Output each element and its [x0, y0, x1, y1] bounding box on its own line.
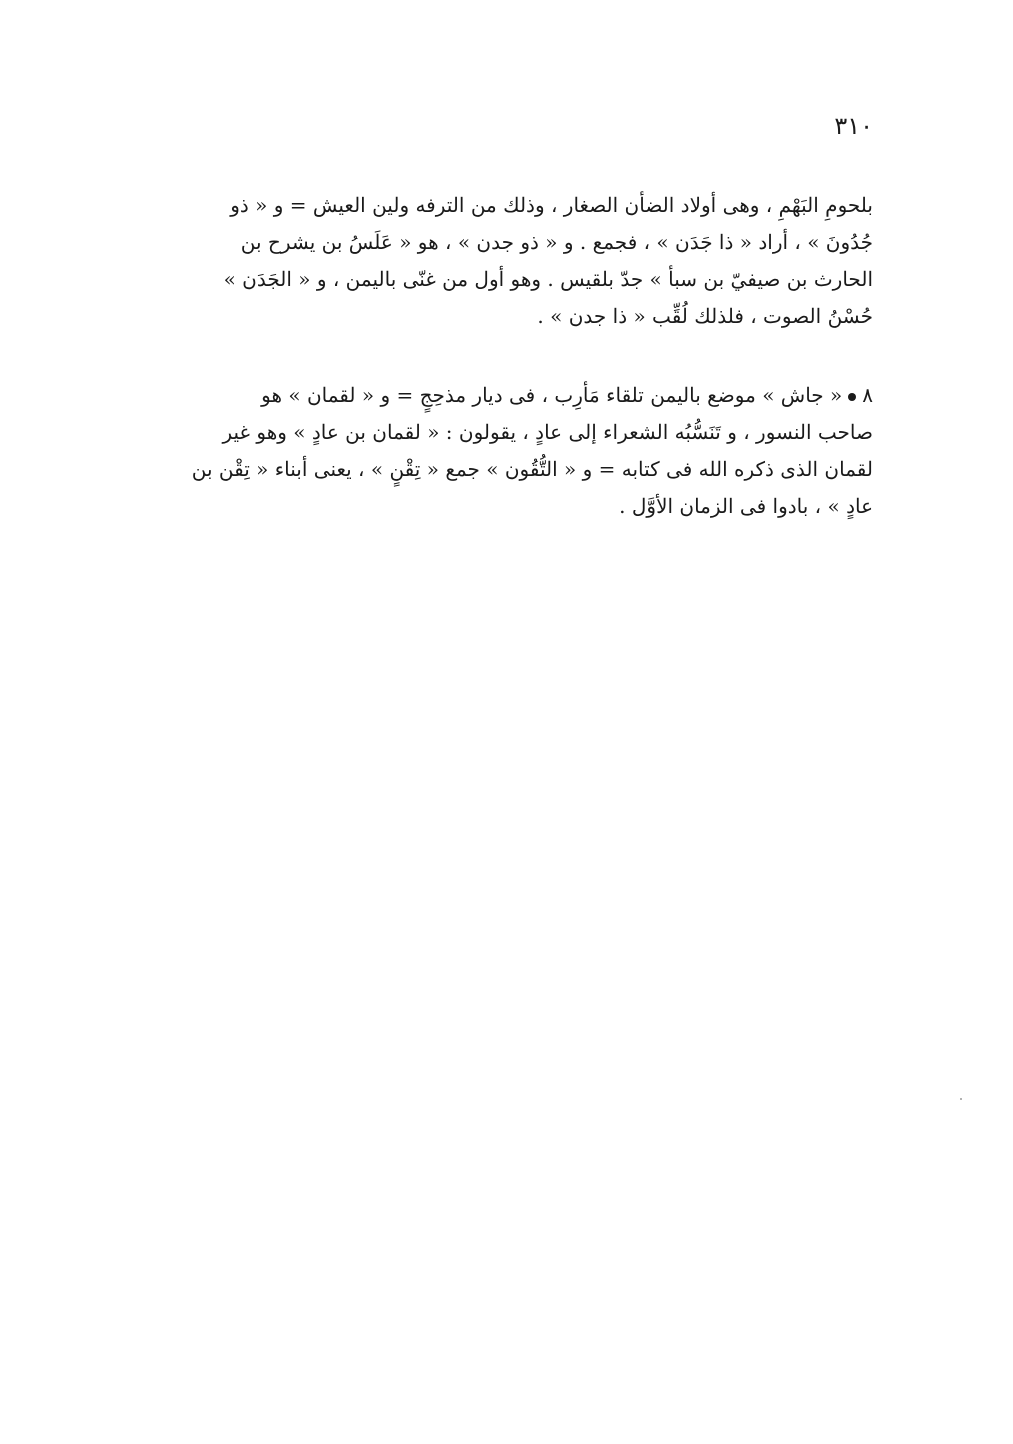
paragraph-2-line: عادٍ » ، بادوا فى الزمان الأوَّل .	[619, 494, 873, 518]
paragraph-2-line: « جاش » موضع باليمن تلقاء مَأرِب ، فى ديار مذحِجٍ = و « لقمان » هو	[261, 383, 843, 407]
paragraph-1-line: حُسْنُ الصوت ، فلذلك لُقِّب « ذا جدن » .	[537, 304, 873, 328]
scan-speck	[960, 1098, 962, 1100]
paragraph-2-first-line	[153, 377, 873, 414]
paragraph-1-line: الحارث بن صيفيّ بن سبأ » جدّ بلقيس . وهو أول من غنّى باليمن ، و « الجَدَن »	[223, 267, 873, 291]
note-number: ٨	[862, 383, 873, 407]
paragraph-2-line: لقمان الذى ذكره الله فى كتابه = و « التُّقُون » جمع « تِقْنٍ » ، يعنى أبناء « تِقْن بن	[191, 457, 873, 481]
bullet-icon	[848, 393, 856, 401]
paragraph-2-line: صاحب النسور ، و تَنَسُّبُه الشعراء إلى عادٍ ، يقولون : « لقمان بن عادٍ » وهو غير	[222, 420, 873, 444]
paragraph-1-line: بلحومِ البَهْمِ ، وهى أولاد الضأن الصغار ، وذلك من الترفه ولين العيش = و « ذو	[230, 193, 873, 217]
paragraph-1-line: جُدُونَ » ، أراد « ذا جَدَن » ، فجمع . و « ذو جدن » ، هو « عَلَسُ بن يشرح بن	[240, 230, 873, 254]
page-number: ٣١٠	[834, 112, 873, 140]
paragraph-1	[153, 187, 873, 335]
paragraph-2	[153, 377, 873, 525]
